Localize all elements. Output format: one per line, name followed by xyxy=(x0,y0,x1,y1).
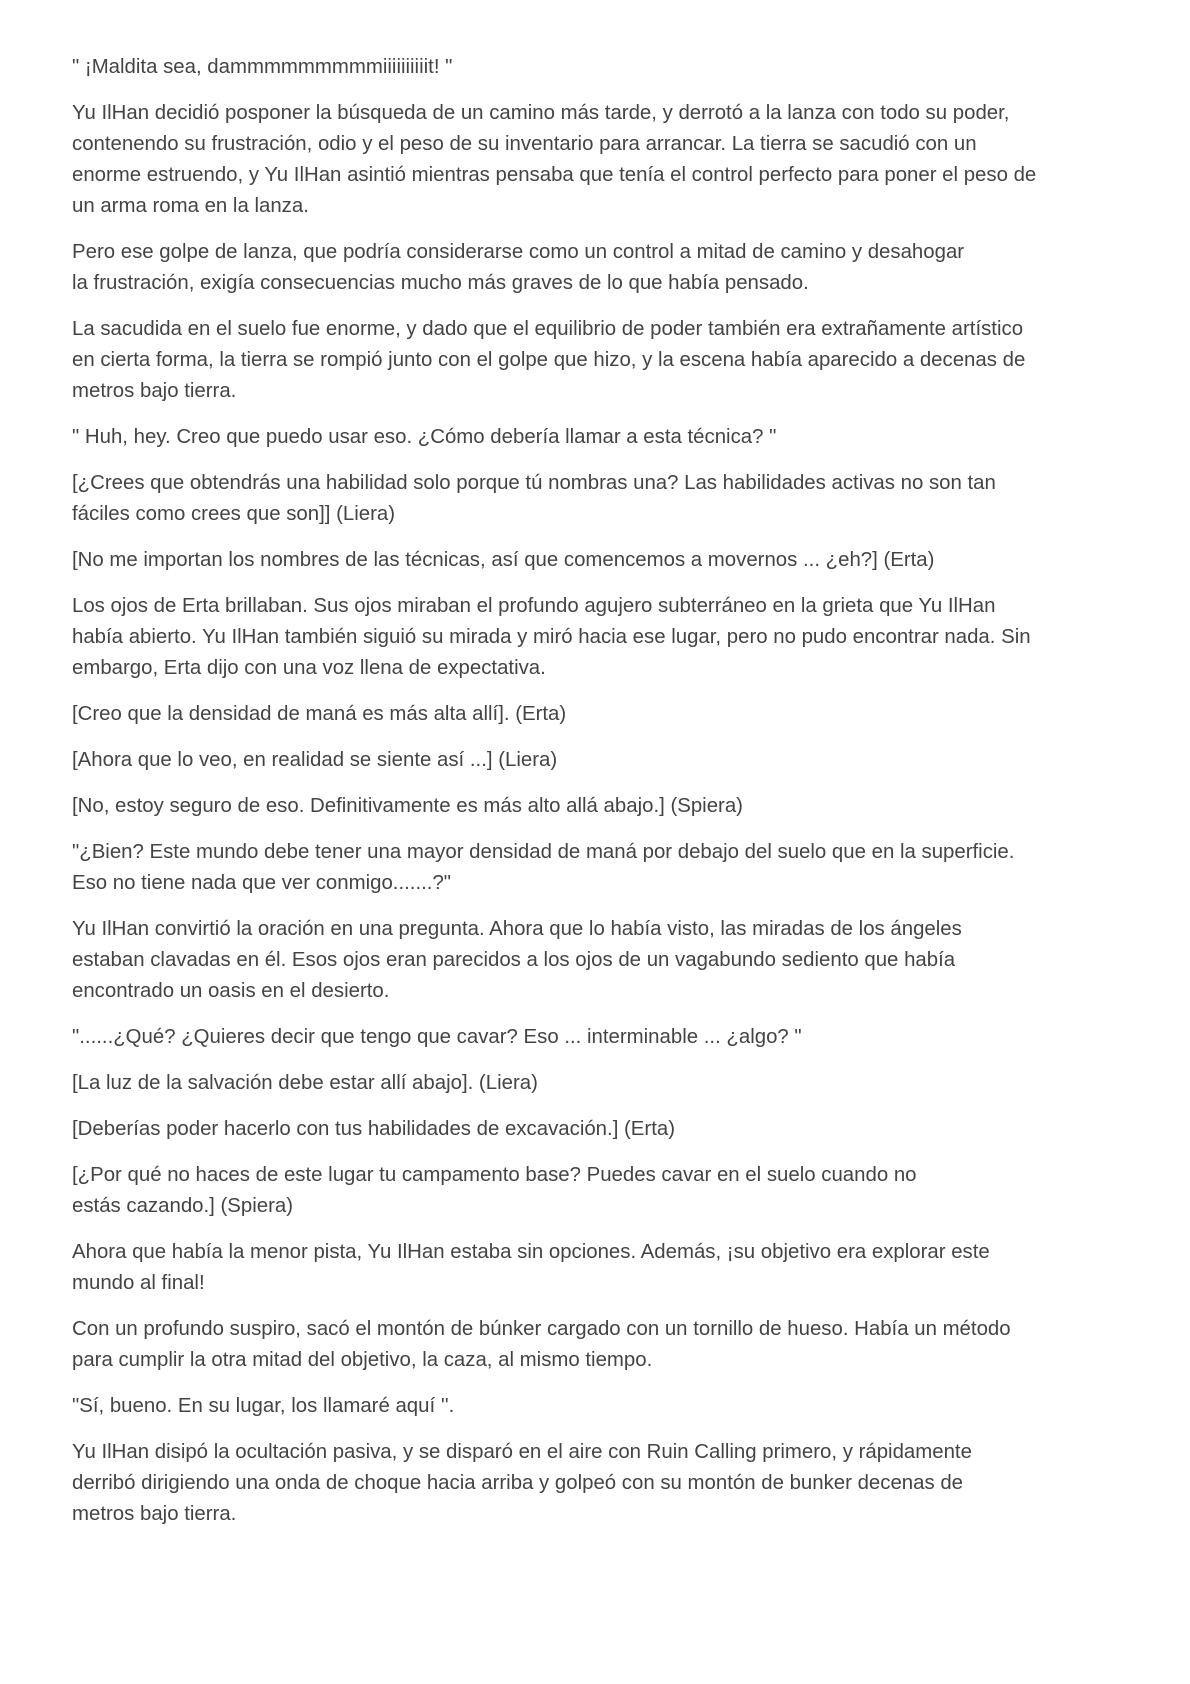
paragraph: [No me importan los nombres de las técnicas, así que comencemos a movernos ... ¿eh?] (Erta) xyxy=(72,549,935,571)
paragraph: [¿Crees que obtendrás una habilidad solo porque tú nombras una? Las habilidades activas no son tan fáciles como crees que son]] (Liera) xyxy=(72,472,996,525)
paragraph: " ¡Maldita sea, dammmmmmmmmiiiiiiiiiit! " xyxy=(72,56,453,78)
paragraph: [¿Por qué no haces de este lugar tu campamento base? Puedes cavar en el suelo cuando no estás cazando.] (Spiera) xyxy=(72,1164,917,1217)
paragraph: Pero ese golpe de lanza, que podría considerarse como un control a mitad de camino y desahogar la frustración, exigía consecuencias mucho más graves de lo que había pensado. xyxy=(72,241,965,294)
paragraph: [Deberías poder hacerlo con tus habilidades de excavación.] (Erta) xyxy=(72,1118,675,1140)
paragraph: "¿Bien? Este mundo debe tener una mayor densidad de maná por debajo del suelo que en la superficie. Eso no tiene nada que ver conmigo.......?" xyxy=(72,841,1015,894)
paragraph: [La luz de la salvación debe estar allí abajo]. (Liera) xyxy=(72,1072,538,1094)
paragraph: Los ojos de Erta brillaban. Sus ojos miraban el profundo agujero subterráneo en la grieta que Yu IlHan había abierto. Yu IlHan también siguió su mirada y miró hacia ese lugar, pero no pudo encontrar nada. Sin embargo, Erta dijo con una voz llena de expectativa. xyxy=(72,595,1031,679)
paragraph: Yu IlHan convirtió la oración en una pregunta. Ahora que lo había visto, las miradas de los ángeles estaban clavadas en él. Esos ojos eran parecidos a los ojos de un vagabundo sediento que había encontrado un oasis en el desierto. xyxy=(72,918,962,1002)
paragraph: "......¿Qué? ¿Quieres decir que tengo que cavar? Eso ... interminable ... ¿algo? " xyxy=(72,1026,802,1048)
paragraph: "Sí, bueno. En su lugar, los llamaré aquí ''. xyxy=(72,1395,455,1417)
paragraph: Ahora que había la menor pista, Yu IlHan estaba sin opciones. Además, ¡su objetivo era explorar este mundo al final! xyxy=(72,1241,990,1294)
document-body xyxy=(72,52,1132,1545)
paragraph: La sacudida en el suelo fue enorme, y dado que el equilibrio de poder también era extrañamente artístico en cierta forma, la tierra se rompió junto con el golpe que hizo, y la escena había aparecido a decenas de metros bajo tierra. xyxy=(72,318,1026,402)
paragraph: Con un profundo suspiro, sacó el montón de búnker cargado con un tornillo de hueso. Había un método para cumplir la otra mitad del objetivo, la caza, al mismo tiempo. xyxy=(72,1318,1011,1371)
paragraph: Yu IlHan decidió posponer la búsqueda de un camino más tarde, y derrotó a la lanza con todo su poder, contenendo su frustración, odio y el peso de su inventario para arrancar. La tierra se sacudió con un enorme estruendo, y Yu IlHan asintió mientras pensaba que tenía el control perfecto para poner el peso de un arma roma en la lanza. xyxy=(72,102,1037,217)
paragraph: [Creo que la densidad de maná es más alta allí]. (Erta) xyxy=(72,703,567,725)
paragraph: Yu IlHan disipó la ocultación pasiva, y se disparó en el aire con Ruin Calling primero, y rápidamente derribó dirigiendo una onda de choque hacia arriba y golpeó con su montón de bunker decenas de metros bajo tierra. xyxy=(72,1441,972,1525)
paragraph: " Huh, hey. Creo que puedo usar eso. ¿Cómo debería llamar a esta técnica? " xyxy=(72,426,777,448)
paragraph: [No, estoy seguro de eso. Definitivamente es más alto allá abajo.] (Spiera) xyxy=(72,795,743,817)
paragraph: [Ahora que lo veo, en realidad se siente así ...] (Liera) xyxy=(72,749,558,771)
